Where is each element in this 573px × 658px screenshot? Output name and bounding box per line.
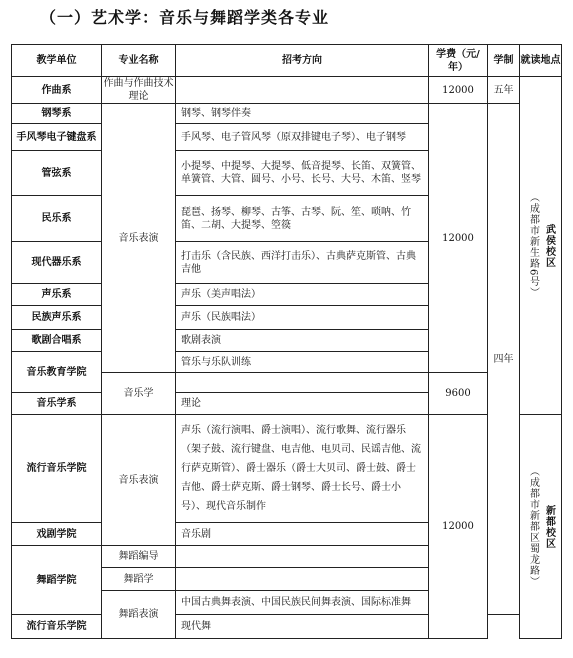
direction-cell [176,546,429,568]
unit-cell: 手风琴电子键盘系 [12,124,102,151]
major-cell: 舞蹈表演 [102,591,176,639]
unit-cell: 钢琴系 [12,104,102,124]
unit-cell: 歌剧合唱系 [12,330,102,352]
majors-table [11,44,562,639]
years-cell: 五年 [488,77,520,104]
major-cell: 音乐表演 [102,415,176,546]
unit-cell: 民族声乐系 [12,306,102,330]
fee-cell: 12000 [429,77,488,104]
unit-cell: 管弦系 [12,151,102,196]
direction-cell: 手风琴、电子管风琴（原双排键电子琴）、电子钢琴 [176,124,429,151]
direction-cell [176,568,429,591]
table-row [12,104,562,124]
unit-cell: 流行音乐学院 [12,415,102,523]
table-row [12,77,562,104]
header-row [12,45,562,77]
major-cell: 音乐表演 [102,104,176,373]
direction-cell: 中国古典舞表演、中国民族民间舞表演、国际标准舞 [176,591,429,615]
direction-cell: 琵琶、扬琴、柳琴、古筝、古琴、阮、笙、唢呐、竹笛、二胡、大提琴、箜篌 [176,196,429,242]
unit-cell: 音乐教育学院 [12,352,102,393]
direction-cell: 声乐（美声唱法） [176,284,429,306]
direction-cell: 管乐与乐队训练 [176,352,429,373]
unit-cell: 舞蹈学院 [12,546,102,615]
major-cell: 音乐学 [102,373,176,415]
direction-cell: 现代舞 [176,615,429,639]
table-row [12,415,562,523]
fee-cell: 12000 [429,415,488,639]
campus-cell-xindu [520,415,562,639]
header-direction: 招考方向 [176,45,429,77]
direction-cell [176,373,429,393]
unit-cell: 民乐系 [12,196,102,242]
header-major: 专业名称 [102,45,176,77]
unit-cell: 戏剧学院 [12,523,102,546]
header-campus: 就读地点 [520,45,562,77]
header-unit: 教学单位 [12,45,102,77]
major-cell: 舞蹈学 [102,568,176,591]
direction-cell: 小提琴、中提琴、大提琴、低音提琴、长笛、双簧管、单簧管、大管、圆号、小号、长号、大号、木笛、竖琴 [176,151,429,196]
campus-name: 武侯校区 [543,223,555,268]
direction-cell: 理论 [176,393,429,415]
header-fee: 学费（元/年） [429,45,488,77]
direction-cell: 声乐（流行演唱、爵士演唱）、流行歌舞、流行器乐（架子鼓、流行键盘、电吉他、电贝司、民谣吉他、流行萨克斯管）、爵士器乐（爵士大贝司、爵士鼓、爵士吉他、爵士萨克斯、爵士钢琴、爵士长号、爵士小号）、现代音乐制作 [176,415,429,523]
campus-address: （成都市新生路6号） [527,192,539,299]
fee-cell: 9600 [429,373,488,415]
unit-cell: 声乐系 [12,284,102,306]
campus-cell-wuhou [520,77,562,415]
direction-cell [176,77,429,104]
direction-cell: 打击乐（含民族、西洋打击乐）、古典萨克斯管、古典吉他 [176,242,429,284]
direction-cell: 钢琴、钢琴伴奏 [176,104,429,124]
header-years: 学制 [488,45,520,77]
major-cell: 舞蹈编导 [102,546,176,568]
direction-cell: 声乐（民族唱法） [176,306,429,330]
section-title: （一）艺术学：音乐与舞蹈学类各专业 [40,8,330,27]
campus-name: 新都校区 [543,504,555,549]
direction-cell: 歌剧表演 [176,330,429,352]
fee-cell: 12000 [429,104,488,373]
direction-cell: 音乐剧 [176,523,429,546]
major-cell: 作曲与作曲技术理论 [103,78,174,102]
campus-address: （成都市新都区蜀龙路） [527,466,539,587]
unit-cell: 作曲系 [12,77,102,104]
years-cell: 四年 [488,104,520,615]
unit-cell: 现代器乐系 [12,242,102,284]
unit-cell: 流行音乐学院 [12,615,102,639]
unit-cell: 音乐学系 [12,393,102,415]
